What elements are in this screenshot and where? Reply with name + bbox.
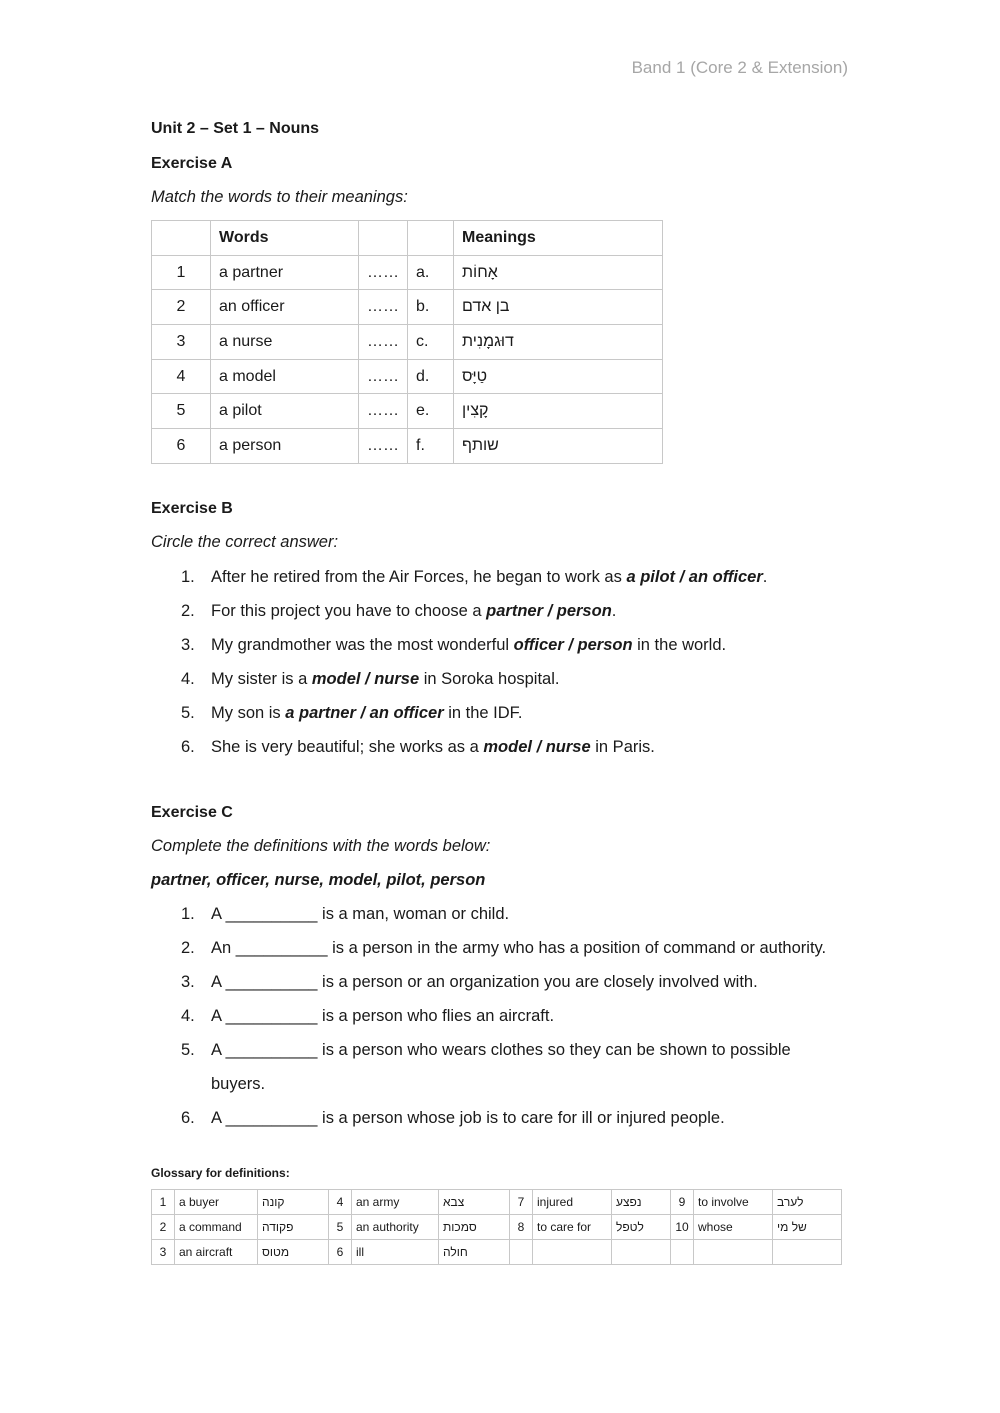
- gloss-hebrew: של מי: [773, 1215, 842, 1240]
- row-blank[interactable]: ……: [359, 290, 408, 325]
- header-meanings: Meanings: [454, 221, 663, 256]
- item-text: A __________ is a person whose job is to care for ill or injured people.: [211, 1109, 725, 1127]
- table-row: [152, 394, 663, 429]
- gloss-hebrew: צבא: [439, 1190, 510, 1215]
- row-word: a partner: [211, 255, 359, 290]
- gloss-english: to care for: [533, 1215, 612, 1240]
- gloss-english: [694, 1240, 773, 1265]
- item-number: 6.: [181, 1109, 195, 1127]
- gloss-number: [510, 1240, 533, 1265]
- row-word: an officer: [211, 290, 359, 325]
- gloss-english: whose: [694, 1215, 773, 1240]
- list-item: [181, 628, 767, 662]
- gloss-hebrew: פקודה: [258, 1215, 329, 1240]
- item-number: 6.: [181, 738, 195, 756]
- match-table-header: [152, 221, 663, 256]
- gloss-hebrew: נפצע: [612, 1190, 671, 1215]
- item-text: My grandmother was the most wonderful: [211, 636, 514, 654]
- row-meaning: קָצִין: [454, 394, 663, 429]
- list-item: [181, 662, 767, 696]
- item-text: An __________ is a person in the army who has a position of command or authority.: [211, 939, 827, 957]
- gloss-number: 10: [671, 1215, 694, 1240]
- list-item: [181, 730, 767, 764]
- item-text-end: in Paris.: [590, 738, 655, 756]
- gloss-number: 5: [329, 1215, 352, 1240]
- table-row: [152, 359, 663, 394]
- item-text: A __________ is a man, woman or child.: [211, 905, 510, 923]
- list-item: [181, 965, 826, 999]
- row-number: 5: [152, 394, 211, 429]
- list-item: [181, 897, 826, 931]
- row-word: a pilot: [211, 394, 359, 429]
- word-bank: partner, officer, nurse, model, pilot, person: [151, 871, 486, 889]
- gloss-number: 7: [510, 1190, 533, 1215]
- table-row: [152, 255, 663, 290]
- item-text: She is very beautiful; she works as a: [211, 738, 484, 756]
- header-words: Words: [211, 221, 359, 256]
- unit-title: Unit 2 – Set 1 – Nouns: [151, 120, 320, 137]
- list-item: [181, 931, 826, 965]
- gloss-hebrew: [773, 1240, 842, 1265]
- header-letter-cell: [408, 221, 454, 256]
- header-num-cell: [152, 221, 211, 256]
- exercise-b-title: Exercise B: [151, 500, 233, 517]
- row-number: 2: [152, 290, 211, 325]
- gloss-hebrew: קונה: [258, 1190, 329, 1215]
- gloss-english: injured: [533, 1190, 612, 1215]
- gloss-hebrew: [612, 1240, 671, 1265]
- header-band-label: Band 1 (Core 2 & Extension): [631, 58, 848, 77]
- table-row: [152, 325, 663, 360]
- exercise-c-list: [181, 897, 826, 1135]
- answer-choice[interactable]: model / nurse: [311, 670, 420, 688]
- gloss-number: 4: [329, 1190, 352, 1215]
- exercise-c-title: Exercise C: [151, 804, 233, 821]
- exercise-c-instruction: Complete the definitions with the words below:: [151, 837, 491, 855]
- row-word: a person: [211, 429, 359, 464]
- item-number: 3.: [181, 636, 195, 654]
- row-meaning: טַיָּס: [454, 359, 663, 394]
- row-blank[interactable]: ……: [359, 255, 408, 290]
- item-text-end: .: [762, 568, 768, 586]
- table-row: [152, 1215, 842, 1240]
- exercise-a-instruction: Match the words to their meanings:: [151, 188, 408, 206]
- item-text-end: in the IDF.: [443, 704, 523, 722]
- gloss-number: 9: [671, 1190, 694, 1215]
- row-number: 1: [152, 255, 211, 290]
- row-letter: f.: [408, 429, 454, 464]
- item-text: My son is: [211, 704, 286, 722]
- item-text-end: .: [611, 602, 617, 620]
- gloss-number: 1: [152, 1190, 175, 1215]
- item-number: 4.: [181, 1007, 195, 1025]
- row-blank[interactable]: ……: [359, 394, 408, 429]
- item-number: 4.: [181, 670, 195, 688]
- gloss-hebrew: לטפל: [612, 1215, 671, 1240]
- row-meaning: בן אדם: [454, 290, 663, 325]
- row-blank[interactable]: ……: [359, 325, 408, 360]
- answer-choice[interactable]: a pilot / an officer: [626, 568, 763, 586]
- item-text: After he retired from the Air Forces, he began to work as: [211, 568, 627, 586]
- answer-choice[interactable]: model / nurse: [483, 738, 591, 756]
- row-meaning: אָחוֹת: [454, 255, 663, 290]
- header-blank-cell: [359, 221, 408, 256]
- gloss-english: to involve: [694, 1190, 773, 1215]
- gloss-english: an army: [352, 1190, 439, 1215]
- gloss-hebrew: חולה: [439, 1240, 510, 1265]
- gloss-english: [533, 1240, 612, 1265]
- item-number: 5.: [181, 1041, 195, 1059]
- row-letter: a.: [408, 255, 454, 290]
- list-item: [181, 999, 826, 1033]
- gloss-english: ill: [352, 1240, 439, 1265]
- row-number: 3: [152, 325, 211, 360]
- item-text: A __________ is a person who wears clothes so they can be shown to possible buyers.: [211, 1041, 791, 1093]
- row-letter: e.: [408, 394, 454, 429]
- list-item: [181, 1033, 811, 1101]
- table-row: [152, 1190, 842, 1215]
- glossary-title: Glossary for definitions:: [151, 1166, 290, 1180]
- gloss-number: 3: [152, 1240, 175, 1265]
- item-number: 3.: [181, 973, 195, 991]
- table-row: [152, 1240, 842, 1265]
- row-blank[interactable]: ……: [359, 429, 408, 464]
- item-text-end: in the world.: [632, 636, 727, 654]
- item-text: For this project you have to choose a: [211, 602, 487, 620]
- row-word: a model: [211, 359, 359, 394]
- gloss-english: a buyer: [175, 1190, 258, 1215]
- table-row: [152, 429, 663, 464]
- answer-choice[interactable]: partner / person: [486, 602, 612, 620]
- answer-choice[interactable]: officer / person: [513, 636, 633, 654]
- row-word: a nurse: [211, 325, 359, 360]
- gloss-english: an authority: [352, 1215, 439, 1240]
- row-number: 6: [152, 429, 211, 464]
- match-table: [151, 220, 663, 464]
- exercise-b-list: [181, 560, 767, 764]
- item-number: 1.: [181, 905, 195, 923]
- gloss-english: an aircraft: [175, 1240, 258, 1265]
- list-item: [181, 696, 767, 730]
- item-number: 1.: [181, 568, 195, 586]
- list-item: [181, 560, 767, 594]
- item-text: A __________ is a person or an organization you are closely involved with.: [211, 973, 758, 991]
- gloss-english: a command: [175, 1215, 258, 1240]
- gloss-number: 2: [152, 1215, 175, 1240]
- exercise-a-title: Exercise A: [151, 155, 233, 172]
- row-number: 4: [152, 359, 211, 394]
- list-item: [181, 1101, 826, 1135]
- item-number: 2.: [181, 602, 195, 620]
- table-row: [152, 290, 663, 325]
- item-text: My sister is a: [211, 670, 312, 688]
- item-number: 5.: [181, 704, 195, 722]
- item-text: A __________ is a person who flies an aircraft.: [211, 1007, 555, 1025]
- row-letter: b.: [408, 290, 454, 325]
- row-letter: c.: [408, 325, 454, 360]
- gloss-hebrew: סמכות: [439, 1215, 510, 1240]
- list-item: [181, 594, 767, 628]
- gloss-number: [671, 1240, 694, 1265]
- gloss-hebrew: מטוס: [258, 1240, 329, 1265]
- item-text-end: in Soroka hospital.: [419, 670, 560, 688]
- gloss-hebrew: לערב: [773, 1190, 842, 1215]
- glossary-table: [151, 1189, 842, 1265]
- row-letter: d.: [408, 359, 454, 394]
- row-meaning: דוּגמָנִית: [454, 325, 663, 360]
- exercise-b-instruction: Circle the correct answer:: [151, 533, 339, 551]
- gloss-number: 8: [510, 1215, 533, 1240]
- row-blank[interactable]: ……: [359, 359, 408, 394]
- answer-choice[interactable]: a partner / an officer: [285, 704, 444, 722]
- row-meaning: שותף: [454, 429, 663, 464]
- item-number: 2.: [181, 939, 195, 957]
- gloss-number: 6: [329, 1240, 352, 1265]
